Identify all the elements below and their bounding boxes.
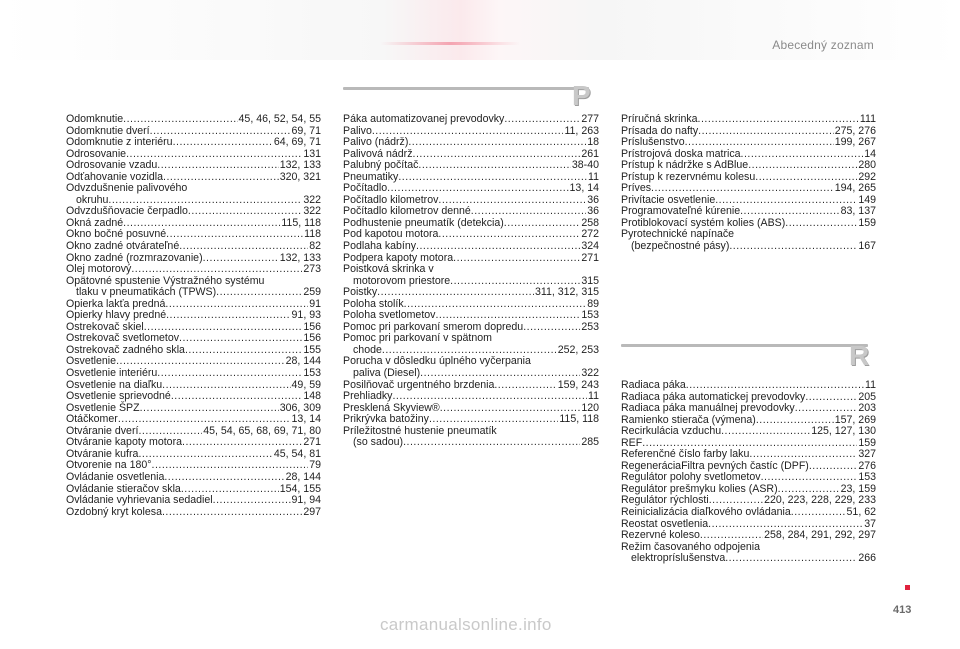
- index-entry-pages: 37: [864, 517, 876, 530]
- dot-leader: [748, 160, 857, 172]
- page-marker: [905, 585, 910, 590]
- index-entry-term: Odvzdušňovacie čerpadlo: [66, 205, 188, 218]
- index-entry: [343, 391, 599, 403]
- index-entry: [66, 507, 321, 519]
- index-entry-continuation: chode: [353, 343, 382, 356]
- dot-leader: [213, 495, 291, 507]
- index-entry-term: Olej motorový: [66, 263, 132, 276]
- page-number: 413: [893, 604, 912, 616]
- index-entry-pages: 156: [303, 320, 321, 333]
- dot-leader: [785, 218, 857, 230]
- dot-leader: [453, 253, 580, 265]
- index-entry-term: Protiblokovací systém kolies (ABS): [621, 216, 786, 229]
- index-entry-pages: 273: [303, 263, 321, 276]
- dot-leader: [179, 333, 302, 345]
- dot-leader: [438, 229, 580, 241]
- index-entry: [621, 426, 876, 438]
- index-entry-term: Ozdobný kryt kolesa: [66, 505, 162, 518]
- index-entry-term: Palivo (nádrž): [343, 136, 409, 149]
- index-entry-term: Radiaca páka: [621, 379, 686, 391]
- index-entry-pages: 203: [858, 402, 876, 415]
- index-entry-pages: 91, 94: [291, 494, 321, 507]
- dot-leader: [413, 149, 581, 161]
- index-entry-pages: 253: [581, 320, 599, 333]
- index-entry: [343, 426, 599, 449]
- index-entry-pages: 155: [303, 343, 321, 356]
- dot-leader: [420, 368, 580, 380]
- index-entry-term: Reostat osvetlenia: [621, 517, 709, 530]
- dot-leader: [179, 241, 308, 253]
- index-entry-term: Radiaca páka automatickej prevodovky: [621, 390, 806, 403]
- index-entry-pages: 11, 263: [564, 124, 599, 137]
- index-entry-pages: 272: [581, 228, 599, 241]
- index-entry-term: Páka automatizovanej prevodovky: [343, 113, 505, 125]
- dot-leader: [741, 149, 864, 161]
- index-entry-term: Okná zadné: [66, 216, 124, 229]
- dot-leader: [685, 137, 834, 149]
- index-entry-pages: 285: [581, 436, 599, 449]
- index-entry-term: Opierka lakťa predná: [66, 297, 166, 310]
- index-entry-pages: 83, 137: [840, 205, 876, 218]
- index-entry: [66, 241, 321, 253]
- dot-leader: [131, 264, 302, 276]
- index-entry-term: REF: [621, 436, 643, 449]
- index-entry-pages: 79: [309, 459, 321, 472]
- index-entry-pages: 45, 54, 81: [273, 447, 321, 460]
- dot-leader: [721, 426, 810, 438]
- index-entry-term: Opierky hlavy predné: [66, 309, 167, 322]
- index-entry-term: Poloha stolík: [343, 297, 404, 310]
- index-entry: [343, 241, 599, 253]
- index-entry-pages: 111: [859, 113, 876, 125]
- dot-leader: [805, 392, 857, 404]
- dot-leader: [494, 380, 556, 392]
- index-entry: [621, 542, 876, 565]
- index-entry-pages: 69, 71: [291, 124, 321, 137]
- index-entry-term: Radiaca páka manuálnej prevodovky: [621, 402, 795, 415]
- page-header-title: Abecedný zoznam: [772, 38, 874, 52]
- index-entry: [66, 368, 321, 380]
- index-entry: [66, 183, 321, 206]
- dot-leader: [403, 437, 580, 449]
- index-entry-term: Príručná skrinka: [621, 113, 698, 125]
- index-entry: [343, 114, 599, 126]
- index-entry-pages: 36: [587, 205, 599, 218]
- index-entry-pages: 14: [864, 147, 876, 160]
- index-entry-pages: 45, 54, 65, 68, 69, 71, 80: [203, 424, 321, 437]
- index-entry-pages: 38-40: [571, 159, 599, 172]
- index-entry-term: Pod kapotou motora: [343, 228, 439, 241]
- index-entry-term: Podhustenie pneumatík (detekcia): [343, 216, 504, 229]
- index-entry-term: Odomknutie: [66, 113, 124, 125]
- index-entry-pages: 153: [581, 309, 599, 322]
- index-entry: [66, 137, 321, 149]
- index-entry-term: Prístup k nádržke s AdBlue: [621, 159, 749, 172]
- index-entry-term: Posilňovač urgentného brzdenia: [343, 378, 495, 391]
- index-entry-term: Počítadlo kilometrov: [343, 193, 439, 206]
- section-rule-r: [621, 344, 868, 347]
- index-entry-pages: 159: [858, 436, 876, 449]
- index-entry-pages: 115, 118: [559, 413, 599, 426]
- index-entry: [621, 530, 876, 542]
- index-entry-pages: 271: [303, 436, 321, 449]
- index-entry-term: Odomknutie z interiéru: [66, 136, 173, 149]
- dot-leader: [166, 310, 290, 322]
- index-entry-continuation: tlaku v pneumatikách (TPWS): [76, 286, 217, 299]
- index-entry-pages: 23, 159: [840, 482, 876, 495]
- index-entry-pages: 261: [581, 147, 599, 160]
- index-entry-pages: 120: [581, 401, 599, 414]
- dot-leader: [166, 229, 303, 241]
- index-entry-term: Ostrekovač skiel: [66, 320, 144, 333]
- index-entry: [66, 391, 321, 403]
- index-column-3-p: [621, 114, 876, 253]
- index-entry-pages: 132, 133: [279, 251, 321, 264]
- index-column-3-r: [621, 380, 876, 565]
- index-entry-pages: 28, 144: [285, 355, 321, 368]
- index-entry-term: Príslušenstvo: [621, 136, 685, 149]
- index-entry-pages: 306, 309: [279, 401, 321, 414]
- index-entry-term: Podpera kapoty motora: [343, 251, 454, 264]
- index-entry-pages: 64, 69, 71: [273, 136, 321, 149]
- dot-leader: [523, 322, 580, 334]
- dot-leader: [408, 137, 586, 149]
- index-entry-term: Osvetlenie: [66, 355, 117, 368]
- index-entry-term: Odrosovanie vzadu: [66, 159, 158, 172]
- index-entry-term: Ovládanie stieračov skla: [66, 482, 181, 495]
- dot-leader: [140, 403, 279, 415]
- index-entry-pages: 322: [581, 367, 599, 380]
- dot-leader: [392, 391, 587, 403]
- index-entry-pages: 45, 46, 52, 54, 55: [238, 113, 321, 125]
- index-entry-pages: 115, 118: [281, 216, 321, 229]
- index-entry: [621, 137, 876, 149]
- index-entry-pages: 266: [858, 552, 876, 565]
- index-entry-pages: 91, 93: [291, 309, 321, 322]
- index-entry: [621, 403, 876, 415]
- index-entry-continuation: elektropríslušenstva: [631, 552, 726, 565]
- index-entry-pages: 153: [858, 471, 876, 484]
- index-entry-term: Recirkulácia vzduchu: [621, 425, 722, 438]
- index-entry-term: Ovládanie osvetlenia: [66, 470, 165, 483]
- dot-leader: [203, 253, 279, 265]
- index-entry-pages: 118: [304, 228, 321, 241]
- index-entry-pages: 259: [303, 286, 321, 299]
- index-entry-term: RegeneráciaFiltra pevných častíc (DPF): [621, 459, 809, 472]
- dot-leader: [698, 126, 834, 138]
- index-entry-pages: 159, 243: [557, 378, 599, 391]
- index-entry-term: Prehliadky: [343, 390, 393, 403]
- index-entry-pages: 327: [858, 448, 876, 461]
- index-entry-pages: 157, 269: [834, 413, 876, 426]
- dot-leader: [165, 299, 308, 311]
- index-entry-term: Regulátor prešmyku kolies (ASR): [621, 482, 778, 495]
- dot-leader: [791, 507, 846, 519]
- index-entry-term: Prístup k rezervnému kolesu: [621, 170, 756, 183]
- index-entry-term: Osvetlenie interiéru: [66, 367, 158, 380]
- index-entry: [621, 229, 876, 252]
- index-entry-term: Privítacie osvetlenie: [621, 193, 716, 206]
- index-entry-pages: 311, 312, 315: [534, 286, 599, 299]
- index-entry-term: Pneumatiky: [343, 170, 399, 183]
- index-entry-term: Pomoc pri parkovaní smerom dopredu: [343, 320, 524, 333]
- dot-leader: [729, 241, 857, 253]
- index-entry-term: Ostrekovač svetlometov: [66, 332, 180, 345]
- index-entry-term: Odomknutie dverí: [66, 124, 150, 137]
- index-entry-term: Programovateľné kúrenie: [621, 205, 741, 218]
- dot-leader: [173, 137, 273, 149]
- index-entry-pages: 13, 14: [291, 413, 321, 426]
- index-entry-term: Palivo: [343, 124, 372, 137]
- index-entry-term: Príves: [621, 182, 652, 195]
- index-entry-term: Pyrotechnické napínače: [621, 228, 735, 241]
- index-entry: [66, 495, 321, 507]
- index-entry: [621, 507, 876, 519]
- dot-leader: [504, 218, 581, 230]
- index-entry-term: Regulátor polohy svetlometov: [621, 471, 761, 484]
- index-entry-term: Okno zadné (rozmrazovanie): [66, 251, 203, 264]
- index-entry-continuation: (bezpečnostné pásy): [631, 240, 730, 253]
- index-entry: [343, 137, 599, 149]
- index-entry-term: Reinicializácia diaľkového ovládania: [621, 506, 791, 519]
- index-entry-pages: 324: [581, 240, 599, 253]
- index-entry-term: Regulátor rýchlosti: [621, 494, 709, 507]
- index-entry: [66, 264, 321, 276]
- dot-leader: [164, 472, 284, 484]
- index-entry: [621, 160, 876, 172]
- dot-leader: [398, 172, 587, 184]
- index-entry-term: Režim časovaného odpojenia: [621, 540, 760, 553]
- index-entry: [621, 114, 876, 126]
- index-entry-pages: 11: [865, 379, 876, 391]
- section-letter-p: P: [572, 80, 591, 111]
- index-entry-pages: 271: [581, 251, 599, 264]
- dot-leader: [698, 114, 859, 126]
- index-entry: [621, 380, 876, 392]
- dot-leader: [686, 380, 864, 392]
- index-entry-term: Odťahovanie vozidla: [66, 170, 164, 183]
- index-entry-pages: 280: [858, 159, 876, 172]
- index-entry: [343, 264, 599, 287]
- index-entry-term: Okno zadné otvárateľné: [66, 240, 180, 253]
- index-entry-term: Prístrojová doska matrica: [621, 147, 741, 160]
- index-entry-pages: 18: [587, 136, 599, 149]
- index-entry: [343, 333, 599, 356]
- index-entry-term: Opätovné spustenie Výstražného systému: [66, 274, 265, 287]
- index-entry-term: Počítadlo: [343, 182, 388, 195]
- section-rule-p: [343, 87, 589, 90]
- index-entry-pages: 11: [588, 390, 599, 403]
- index-entry-pages: 149: [858, 193, 876, 206]
- index-entry-pages: 125, 127, 130: [811, 425, 876, 438]
- index-entry: [66, 160, 321, 172]
- index-entry-pages: 153: [303, 367, 321, 380]
- index-entry-continuation: paliva (Diesel): [353, 367, 421, 380]
- dot-leader: [795, 403, 858, 415]
- index-entry-pages: 148: [303, 390, 321, 403]
- dot-leader: [162, 507, 302, 519]
- dot-leader: [157, 368, 302, 380]
- index-entry-term: Referenčné číslo farby laku: [621, 448, 750, 461]
- index-entry: [343, 356, 599, 379]
- dot-leader: [152, 460, 309, 472]
- index-entry-term: Otáčkomer: [66, 413, 118, 426]
- index-entry-pages: 199, 267: [834, 136, 876, 149]
- index-entry-term: Otváranie kapoty motora: [66, 436, 182, 449]
- index-entry-term: Poloha svetlometov: [343, 309, 436, 322]
- index-entry-term: Otvorenie na 180°: [66, 459, 152, 472]
- dot-leader: [504, 114, 580, 126]
- index-entry-pages: 258: [581, 216, 599, 229]
- index-column-2: [343, 114, 599, 449]
- index-entry-term: Otváranie dverí: [66, 424, 139, 437]
- index-entry-pages: 205: [858, 390, 876, 403]
- index-entry-term: Ovládanie vyhrievania sedadiel: [66, 494, 213, 507]
- dot-leader: [138, 449, 272, 461]
- index-entry-pages: 49, 59: [291, 378, 321, 391]
- dot-leader: [700, 530, 763, 542]
- index-entry-term: Prísada do nafty: [621, 124, 699, 137]
- index-entry-pages: 89: [587, 297, 599, 310]
- index-entry: [66, 472, 321, 484]
- index-entry-term: Odvzdušnenie palivového: [66, 182, 188, 195]
- dot-leader: [216, 287, 302, 299]
- index-entry-term: Pomoc pri parkovaní v spätnom: [343, 332, 492, 345]
- index-entry-pages: 91: [309, 297, 321, 310]
- index-entry-pages: 322: [303, 193, 321, 206]
- index-entry-pages: 167: [858, 240, 876, 253]
- index-entry-continuation: okruhu: [76, 193, 109, 206]
- dot-leader: [157, 160, 278, 172]
- index-entry-term: Okno bočné posuvné: [66, 228, 167, 241]
- index-entry-term: Osvetlenie sprievodné: [66, 390, 171, 403]
- index-entry-term: Otváranie kufra: [66, 447, 139, 460]
- index-entry-pages: 131: [303, 147, 321, 160]
- index-entry-continuation: (so sadou): [353, 436, 404, 449]
- index-entry-term: Ramienko stierača (výmena): [621, 413, 756, 426]
- index-entry-pages: 159: [858, 216, 876, 229]
- index-entry-term: Osvetlenie na diaľku: [66, 378, 163, 391]
- index-entry-term: Poistky: [343, 286, 378, 299]
- index-entry-term: Prikrývka batožiny: [343, 413, 429, 426]
- index-entry-pages: 28, 144: [285, 470, 321, 483]
- section-letter-r: R: [849, 340, 870, 371]
- index-entry-term: Podlaha kabíny: [343, 240, 417, 253]
- index-entry-pages: 315: [581, 274, 599, 287]
- index-entry-term: Ostrekovač zadného skla: [66, 343, 185, 356]
- index-entry-pages: 220, 223, 228, 229, 233: [764, 494, 876, 507]
- index-entry: [66, 276, 321, 299]
- index-entry-pages: 275, 276: [834, 124, 876, 137]
- dot-leader: [418, 160, 571, 172]
- dot-leader: [123, 114, 237, 126]
- index-entry: [343, 160, 599, 172]
- index-entry-term: Príležitostné hustenie pneumatík: [343, 424, 497, 437]
- index-entry-pages: 156: [303, 332, 321, 345]
- index-column-1: [66, 114, 321, 518]
- dot-leader: [185, 345, 302, 357]
- dot-leader: [162, 380, 290, 392]
- index-entry-continuation: motorovom priestore: [353, 274, 451, 287]
- index-entry-pages: 36: [587, 193, 599, 206]
- index-entry-pages: 322: [303, 205, 321, 218]
- dot-leader: [171, 391, 302, 403]
- dot-leader: [416, 241, 580, 253]
- index-entry-pages: 276: [858, 459, 876, 472]
- index-entry-term: Palubný počítač: [343, 159, 419, 172]
- index-entry: [66, 114, 321, 126]
- index-entry-pages: 82: [309, 240, 321, 253]
- index-entry-term: Porucha v dôsledku úplného vyčerpania: [343, 355, 531, 368]
- watermark: carmanualsonline.info: [380, 615, 552, 634]
- index-entry-pages: 252, 253: [557, 343, 599, 356]
- dot-leader: [725, 553, 857, 565]
- index-entry-pages: 258, 284, 291, 292, 297: [764, 529, 876, 542]
- index-entry-pages: 11: [588, 170, 599, 183]
- index-entry-term: Počítadlo kilometrov denné: [343, 205, 471, 218]
- dot-leader: [809, 461, 858, 473]
- index-entry-term: Rezervné koleso: [621, 529, 700, 542]
- index-entry-pages: 51, 62: [846, 506, 876, 519]
- index-entry-pages: 277: [581, 113, 599, 125]
- index-entry-pages: 13, 14: [569, 182, 599, 195]
- index-entry-pages: 154, 155: [279, 482, 321, 495]
- index-entry-pages: 320, 321: [279, 170, 321, 183]
- index-entry-term: Osvetlenie ŠPZ: [66, 401, 140, 414]
- index-entry-term: Palivová nádrž: [343, 147, 413, 160]
- index-entry-term: Presklená Skyview®: [343, 401, 440, 414]
- index-entry-term: Odrosovanie: [66, 147, 127, 160]
- index-entry-pages: 194, 265: [834, 182, 876, 195]
- index-entry-pages: 297: [303, 505, 321, 518]
- index-entry-pages: 132, 133: [279, 159, 321, 172]
- index-entry-term: Poistková skrinka v: [343, 263, 434, 276]
- index-entry-pages: 292: [858, 170, 876, 183]
